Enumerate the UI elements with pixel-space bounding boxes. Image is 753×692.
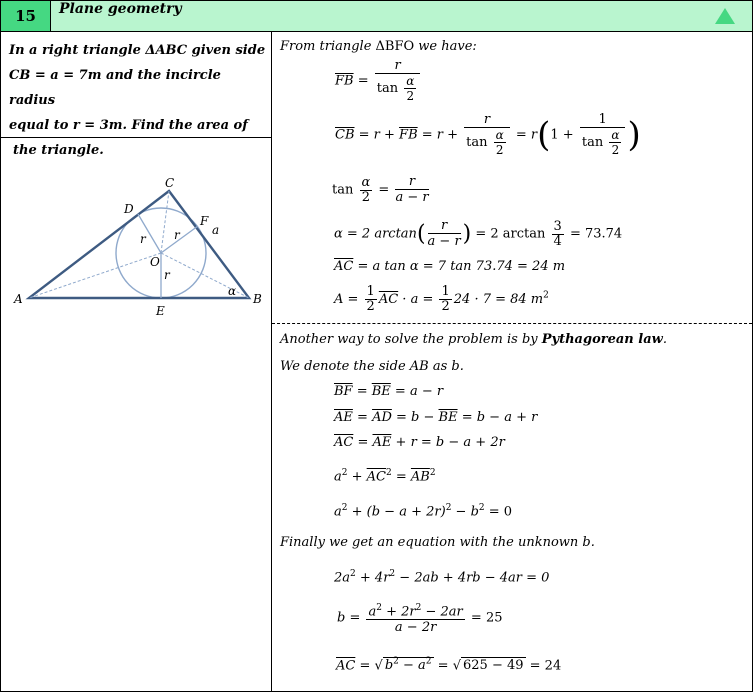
frac-num: α (406, 74, 415, 88)
equation-ac-final (336, 657, 561, 673)
frac-den: 2 (441, 299, 450, 314)
frac-num: α (495, 128, 504, 142)
frac-fn: tan (466, 135, 488, 150)
fraction (428, 219, 461, 249)
eq-rhs: = 24 (525, 658, 562, 674)
eq-part: $\overline{AE}$ (334, 410, 353, 425)
label-side-a: a (212, 223, 220, 237)
bisector-oa (29, 253, 161, 298)
solution-intro (280, 39, 477, 54)
label-r-oe: r (164, 268, 170, 282)
eq-part: $\overline{BE}$ (371, 384, 391, 399)
eq-part: b (384, 658, 394, 674)
superscript: 2 (341, 468, 348, 478)
label-r-od: r (140, 232, 146, 246)
frac-num: r (440, 218, 448, 233)
eq-lhs: b = (337, 610, 365, 626)
frac-num: + 2r (381, 604, 416, 620)
superscript: 2 (341, 503, 348, 513)
frac-den: 4 (553, 233, 562, 249)
eq-rhs: = 25 (466, 610, 503, 626)
equation-pythagoras (334, 468, 436, 484)
equation-tan: tan $\frac{\alpha}{2}$ = $\frac{r}{a - r}$ (332, 174, 429, 205)
section-title: Plane geometry (59, 1, 182, 17)
superscript: 2 (543, 290, 549, 301)
label-a-vertex: A (14, 292, 23, 306)
bisector-oc (161, 191, 169, 253)
eq-part: = (355, 658, 375, 674)
frac-num: r (408, 174, 416, 189)
eq-lhs: $\overline{CB}$ (335, 127, 355, 143)
frac-num: 1 (441, 284, 450, 299)
eq-part: = b − a + r (457, 410, 538, 425)
eq-part: $\overline{AC}$ (366, 469, 387, 485)
eq-part: = b − (391, 410, 439, 425)
eq-lhs: $\overline{FB}$ (335, 73, 354, 89)
eq-part: a (334, 504, 342, 520)
eq-lhs: A = (334, 292, 363, 307)
eq-rhs: 24 · 7 = 84 m (453, 292, 544, 307)
problem-line: In a right triangle ΔABC given side (9, 43, 266, 58)
eq-part: + (b − a + 2r) (347, 504, 446, 520)
superscript: 2 (445, 503, 452, 513)
eq-part: $\overline{FB}$ (399, 127, 418, 143)
frac-den: 2 (611, 143, 620, 157)
sqrt-body: 625 − 49 (463, 658, 524, 674)
frac-num: 1 (366, 284, 375, 299)
eq-part: − 2ab + 4rb − 4ar = 0 (395, 570, 550, 586)
eq-part: + 4r (355, 570, 390, 586)
problem-line: equal to r = 3m. Find the area of (9, 118, 248, 133)
frac-num: α (361, 174, 371, 190)
label-alpha: α (228, 284, 237, 298)
problem-number: 15 (1, 1, 51, 31)
eq-part: = 2 arctan (471, 226, 546, 242)
eq-part: 1 + (550, 127, 578, 143)
frac-den: 2 (366, 299, 375, 314)
right-paren: ) (627, 115, 641, 155)
problem-statement (9, 38, 267, 163)
eq-rhs: = a tan α = 7 tan 73.74 = 24 m (353, 259, 566, 274)
left-paren: ( (537, 115, 551, 155)
fraction (395, 175, 428, 205)
column-divider (271, 32, 272, 691)
right-paren: ) (462, 221, 472, 247)
problem-line: CB = a = 7m and the incircle radius (9, 68, 221, 108)
fraction (365, 285, 377, 314)
label-o-center: O (150, 255, 160, 269)
superscript: 2 (393, 657, 399, 667)
triangle-abc (29, 191, 249, 298)
frac-fn: tan (376, 81, 399, 96)
equation-bf: $\overline{BF} = \overline{BE} = a - r$ (334, 384, 444, 399)
method2-intro (280, 332, 667, 347)
frac-num: α (611, 128, 620, 142)
eq-part: = (391, 469, 411, 485)
eq-part: = a − r (390, 384, 444, 399)
frac-num: 3 (553, 218, 562, 234)
frac-den: 2 (361, 189, 371, 205)
eq-part: = r + (417, 127, 463, 143)
eq-part: $\overline{AD}$ (372, 410, 392, 425)
label-d-point: D (124, 202, 134, 216)
triangle-figure (1, 171, 271, 321)
superscript: 2 (350, 569, 356, 579)
fraction (439, 285, 451, 314)
eq-part: = (433, 658, 453, 674)
fraction (552, 220, 564, 249)
eq-part: 2a (334, 570, 351, 586)
equation-ac2: $\overline{AC} = \overline{AE} + r = b - a + 2r$ (334, 435, 505, 450)
frac-den: 2 (406, 89, 415, 103)
frac-den: a − r (395, 190, 429, 205)
equation-alpha (334, 219, 622, 249)
superscript: 2 (415, 603, 422, 613)
eq-part: · a = (398, 292, 438, 307)
eq-part: $\overline{AE}$ (372, 435, 392, 450)
frac-num: r (483, 112, 491, 127)
fraction-inner (609, 128, 621, 157)
triangle-up-icon[interactable] (714, 7, 736, 25)
radical-sign: √ (452, 658, 461, 674)
eq-part: a (334, 469, 342, 485)
superscript: 2 (429, 468, 436, 478)
label-f-point: F (200, 214, 209, 228)
header-bar (1, 1, 752, 32)
eq-part: r + (373, 127, 400, 143)
superscript: 2 (478, 503, 485, 513)
label-b-vertex: B (253, 292, 262, 306)
fraction (580, 113, 626, 157)
superscript: 2 (376, 603, 382, 613)
eq-fn: tan (332, 182, 354, 198)
text-part: Another way to solve the problem is by (280, 332, 542, 347)
eq-part: = r (511, 127, 538, 143)
equation-cb: $\overline{CB} = r + \overline{FB} = r$ + r tan $\frac{\alpha}{2}$ = r(1 + 1 tan $\frac{\alpha}{2}$ ) (335, 112, 641, 157)
eq-part: $\overline{AB}$ (410, 469, 430, 485)
equation-b (337, 601, 502, 635)
final-line: Finally we get an equation with the unknown b. (280, 535, 595, 550)
frac-fn: tan (581, 135, 604, 150)
frac-num: r (394, 58, 401, 73)
frac-num: − 2ar (421, 604, 463, 620)
eq-lhs: $\overline{AC}$ (334, 259, 354, 274)
eq-lhs: $\overline{AC}$ (336, 658, 356, 674)
label-c-vertex: C (165, 176, 175, 190)
intro-triangle: ΔBFO (375, 39, 415, 54)
eq-rhs: = 73.74 (565, 226, 623, 242)
fraction (464, 113, 510, 157)
superscript: 2 (389, 569, 396, 579)
radical-sign: √ (374, 658, 383, 674)
frac-num: a (368, 604, 377, 620)
intro-suffix: we have: (414, 39, 477, 54)
fraction (360, 176, 373, 205)
eq-part: $\overline{BE}$ (438, 410, 458, 425)
dashed-separator (272, 323, 752, 324)
frac-num: 1 (580, 113, 626, 128)
fraction (366, 601, 464, 635)
fraction-inner (494, 128, 506, 157)
eq-part: = 0 (484, 504, 513, 520)
frac-den: a − 2r (394, 620, 437, 636)
fraction-inner (404, 74, 416, 103)
left-paren: ( (416, 221, 426, 247)
equation-fb: $\overline{FB}$ = r tan $\frac{\alpha}{2}$ (335, 59, 422, 103)
text-part: . (662, 332, 667, 347)
frac-den: 2 (495, 143, 504, 157)
equation-ae: $\overline{AE} = \overline{AD} = b - \overline{BE} = b - a + r$ (334, 410, 538, 425)
eq-part: + r = b − a + 2r (391, 435, 505, 450)
eq-part: $\overline{AC}$ (378, 292, 399, 307)
eq-part: − b (451, 504, 479, 520)
equation-ac (334, 259, 565, 274)
eq-part: + (347, 469, 367, 485)
label-e-point: E (156, 304, 165, 318)
eq-part: $\overline{BF}$ (334, 384, 353, 399)
label-r-of: r (174, 228, 180, 242)
eq-part: − a (398, 658, 426, 674)
intro-prefix: From triangle (280, 39, 376, 54)
eq-part: $\overline{AC}$ (334, 435, 354, 450)
frac-den: a − r (427, 234, 461, 249)
pythagorean-law: Pythagorean law (541, 332, 663, 347)
superscript: 2 (425, 657, 432, 667)
eq-lhs: α = 2 arctan (334, 226, 417, 242)
equation-expanded (334, 503, 512, 519)
equation-quadratic (334, 569, 549, 585)
method2-denote: We denote the side AB as b. (280, 359, 464, 374)
fraction (375, 59, 421, 103)
superscript: 2 (386, 468, 392, 478)
equation-area (334, 285, 549, 314)
sqrt-body (383, 657, 434, 673)
problem-line: the triangle. (13, 143, 104, 158)
